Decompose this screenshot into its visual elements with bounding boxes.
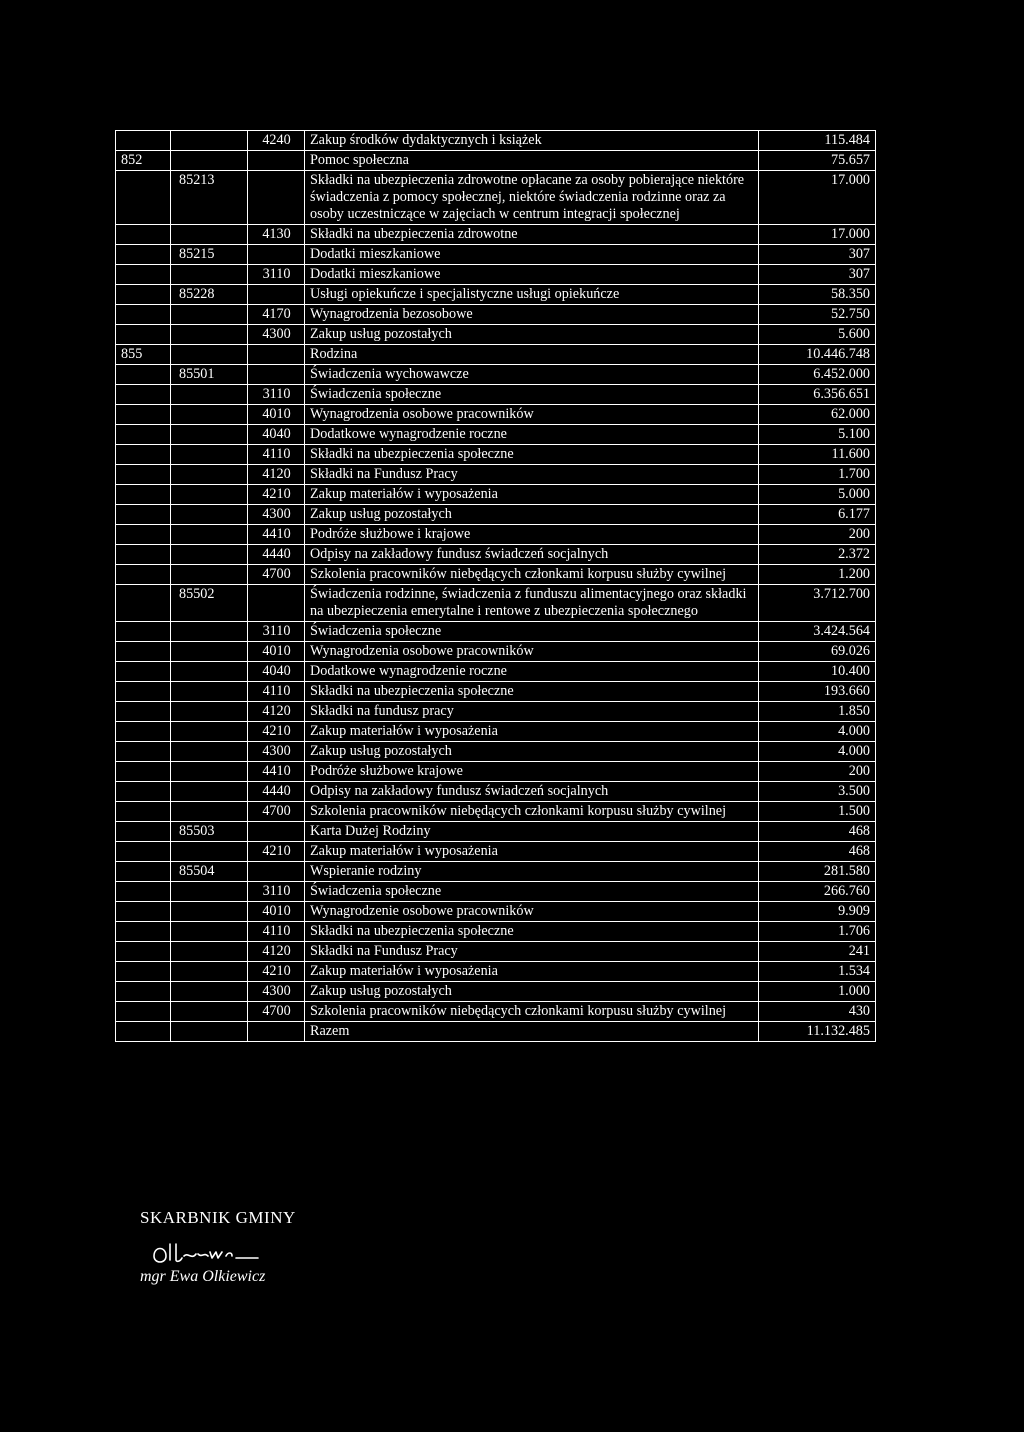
dzial-cell: [116, 385, 171, 405]
rozdzial-cell: [171, 622, 248, 642]
rozdzial-cell: [171, 942, 248, 962]
table-row: [116, 682, 876, 702]
table-row: [116, 505, 876, 525]
nazwa-cell: Zakup usług pozostałych: [305, 505, 759, 525]
table-row: [116, 365, 876, 385]
table-row: [116, 622, 876, 642]
table-row: [116, 485, 876, 505]
kwota-cell: 10.400: [759, 662, 876, 682]
paragraf-cell: 4110: [248, 445, 305, 465]
rozdzial-cell: 85213: [171, 171, 248, 225]
table-row: [116, 131, 876, 151]
paragraf-cell: 4700: [248, 802, 305, 822]
nazwa-cell: Wspieranie rodziny: [305, 862, 759, 882]
nazwa-cell: Dodatkowe wynagrodzenie roczne: [305, 425, 759, 445]
table-row: [116, 405, 876, 425]
table-row: [116, 962, 876, 982]
rozdzial-cell: [171, 682, 248, 702]
kwota-cell: 1.534: [759, 962, 876, 982]
dzial-cell: [116, 131, 171, 151]
rozdzial-cell: [171, 545, 248, 565]
kwota-cell: 1.500: [759, 802, 876, 822]
nazwa-cell: Dodatki mieszkaniowe: [305, 265, 759, 285]
kwota-cell: 241: [759, 942, 876, 962]
nazwa-cell: Zakup materiałów i wyposażenia: [305, 722, 759, 742]
kwota-cell: 6.452.000: [759, 365, 876, 385]
nazwa-cell: Szkolenia pracowników niebędących członkami korpusu służby cywilnej: [305, 1002, 759, 1022]
paragraf-cell: 3110: [248, 882, 305, 902]
rozdzial-cell: [171, 225, 248, 245]
table-row: [116, 585, 876, 622]
dzial-cell: [116, 245, 171, 265]
kwota-cell: 62.000: [759, 405, 876, 425]
kwota-cell: 468: [759, 842, 876, 862]
table-row: [116, 842, 876, 862]
rozdzial-cell: [171, 385, 248, 405]
nazwa-cell: Podróże służbowe krajowe: [305, 762, 759, 782]
paragraf-cell: [248, 245, 305, 265]
dzial-cell: [116, 902, 171, 922]
table-row: [116, 942, 876, 962]
rozdzial-cell: [171, 922, 248, 942]
rozdzial-cell: [171, 305, 248, 325]
dzial-cell: [116, 405, 171, 425]
nazwa-cell: Szkolenia pracowników niebędących członkami korpusu służby cywilnej: [305, 565, 759, 585]
paragraf-cell: [248, 365, 305, 385]
table-row: [116, 1022, 876, 1042]
dzial-cell: [116, 802, 171, 822]
paragraf-cell: 4410: [248, 525, 305, 545]
kwota-cell: 6.177: [759, 505, 876, 525]
rozdzial-cell: [171, 151, 248, 171]
table-row: [116, 742, 876, 762]
rozdzial-cell: [171, 662, 248, 682]
table-row: [116, 882, 876, 902]
rozdzial-cell: [171, 345, 248, 365]
treasurer-title: SKARBNIK GMINY: [140, 1208, 296, 1227]
nazwa-cell: Zakup usług pozostałych: [305, 742, 759, 762]
paragraf-cell: 4210: [248, 962, 305, 982]
kwota-cell: 1.850: [759, 702, 876, 722]
paragraf-cell: [248, 1022, 305, 1042]
table-row: [116, 545, 876, 565]
dzial-cell: [116, 762, 171, 782]
paragraf-cell: 4010: [248, 902, 305, 922]
paragraf-cell: 4440: [248, 545, 305, 565]
kwota-cell: 307: [759, 245, 876, 265]
paragraf-cell: 4010: [248, 642, 305, 662]
kwota-cell: 115.484: [759, 131, 876, 151]
nazwa-cell: Wynagrodzenia bezosobowe: [305, 305, 759, 325]
kwota-cell: 3.500: [759, 782, 876, 802]
kwota-cell: 4.000: [759, 742, 876, 762]
dzial-cell: [116, 565, 171, 585]
paragraf-cell: 4240: [248, 131, 305, 151]
paragraf-cell: [248, 345, 305, 365]
table-row: [116, 822, 876, 842]
dzial-cell: [116, 265, 171, 285]
paragraf-cell: 4300: [248, 982, 305, 1002]
dzial-cell: [116, 285, 171, 305]
dzial-cell: [116, 1002, 171, 1022]
nazwa-cell: Składki na ubezpieczenia zdrowotne: [305, 225, 759, 245]
nazwa-cell: Zakup materiałów i wyposażenia: [305, 842, 759, 862]
paragraf-cell: 4040: [248, 425, 305, 445]
table-row: [116, 862, 876, 882]
kwota-cell: 75.657: [759, 151, 876, 171]
rozdzial-cell: [171, 842, 248, 862]
nazwa-cell: Odpisy na zakładowy fundusz świadczeń socjalnych: [305, 782, 759, 802]
nazwa-cell: Usługi opiekuńcze i specjalistyczne usługi opiekuńcze: [305, 285, 759, 305]
paragraf-cell: 4700: [248, 565, 305, 585]
dzial-cell: [116, 742, 171, 762]
dzial-cell: [116, 505, 171, 525]
nazwa-cell: Świadczenia społeczne: [305, 622, 759, 642]
rozdzial-cell: [171, 742, 248, 762]
rozdzial-cell: [171, 325, 248, 345]
dzial-cell: [116, 365, 171, 385]
table-row: [116, 782, 876, 802]
dzial-cell: [116, 682, 171, 702]
rozdzial-cell: [171, 642, 248, 662]
nazwa-cell: Składki na ubezpieczenia społeczne: [305, 445, 759, 465]
table-row: [116, 762, 876, 782]
dzial-cell: [116, 942, 171, 962]
kwota-cell: 52.750: [759, 305, 876, 325]
kwota-cell: 4.000: [759, 722, 876, 742]
dzial-cell: [116, 842, 171, 862]
nazwa-cell: Zakup usług pozostałych: [305, 325, 759, 345]
dzial-cell: [116, 722, 171, 742]
paragraf-cell: [248, 862, 305, 882]
rozdzial-cell: [171, 782, 248, 802]
kwota-cell: 1.200: [759, 565, 876, 585]
paragraf-cell: 4210: [248, 842, 305, 862]
nazwa-cell: Dodatkowe wynagrodzenie roczne: [305, 662, 759, 682]
table-row: [116, 642, 876, 662]
dzial-cell: [116, 922, 171, 942]
paragraf-cell: 4110: [248, 682, 305, 702]
paragraf-cell: 4410: [248, 762, 305, 782]
nazwa-cell: Składki na ubezpieczenia zdrowotne opłacane za osoby pobierające niektóre świadczenia z pomocy społecznej, niektóre świadczenia rodzinne oraz za osoby uczestniczące w zajęciach w centrum integracji społecznej: [305, 171, 759, 225]
kwota-cell: 193.660: [759, 682, 876, 702]
nazwa-cell: Zakup usług pozostałych: [305, 982, 759, 1002]
nazwa-cell: Rodzina: [305, 345, 759, 365]
rozdzial-cell: [171, 1002, 248, 1022]
nazwa-cell: Składki na ubezpieczenia społeczne: [305, 922, 759, 942]
table-row: [116, 345, 876, 365]
rozdzial-cell: [171, 485, 248, 505]
kwota-cell: 3.712.700: [759, 585, 876, 622]
kwota-cell: 468: [759, 822, 876, 842]
dzial-cell: [116, 425, 171, 445]
rozdzial-cell: [171, 265, 248, 285]
kwota-cell: 200: [759, 525, 876, 545]
paragraf-cell: 4700: [248, 1002, 305, 1022]
handwritten-signature: [150, 1238, 270, 1268]
table-row: [116, 802, 876, 822]
table-row: [116, 702, 876, 722]
rozdzial-cell: [171, 1022, 248, 1042]
table-row: [116, 305, 876, 325]
rozdzial-cell: [171, 722, 248, 742]
dzial-cell: [116, 325, 171, 345]
paragraf-cell: 4130: [248, 225, 305, 245]
budget-table: [115, 130, 876, 1042]
rozdzial-cell: [171, 505, 248, 525]
kwota-cell: 2.372: [759, 545, 876, 565]
rozdzial-cell: [171, 425, 248, 445]
dzial-cell: [116, 525, 171, 545]
paragraf-cell: [248, 151, 305, 171]
paragraf-cell: [248, 585, 305, 622]
treasurer-name: mgr Ewa Olkiewicz: [140, 1268, 266, 1285]
paragraf-cell: 4170: [248, 305, 305, 325]
table-row: [116, 922, 876, 942]
paragraf-cell: 4040: [248, 662, 305, 682]
nazwa-cell: Świadczenia społeczne: [305, 385, 759, 405]
dzial-cell: [116, 822, 171, 842]
rozdzial-cell: [171, 702, 248, 722]
rozdzial-cell: 85501: [171, 365, 248, 385]
kwota-cell: 5.600: [759, 325, 876, 345]
rozdzial-cell: [171, 962, 248, 982]
dzial-cell: [116, 171, 171, 225]
table-row: [116, 1002, 876, 1022]
nazwa-cell: Składki na Fundusz Pracy: [305, 465, 759, 485]
table-row: [116, 385, 876, 405]
rozdzial-cell: [171, 902, 248, 922]
table-row: [116, 285, 876, 305]
nazwa-cell: Świadczenia społeczne: [305, 882, 759, 902]
kwota-cell: 1.000: [759, 982, 876, 1002]
paragraf-cell: 4300: [248, 325, 305, 345]
kwota-cell: 266.760: [759, 882, 876, 902]
kwota-cell: 200: [759, 762, 876, 782]
nazwa-cell: Podróże służbowe i krajowe: [305, 525, 759, 545]
table-row: [116, 171, 876, 225]
rozdzial-cell: 85215: [171, 245, 248, 265]
nazwa-cell: Pomoc społeczna: [305, 151, 759, 171]
rozdzial-cell: [171, 131, 248, 151]
paragraf-cell: 4300: [248, 742, 305, 762]
table-row: [116, 722, 876, 742]
rozdzial-cell: 85504: [171, 862, 248, 882]
dzial-cell: [116, 662, 171, 682]
table-row: [116, 902, 876, 922]
nazwa-cell: Wynagrodzenia osobowe pracowników: [305, 405, 759, 425]
kwota-cell: 1.706: [759, 922, 876, 942]
paragraf-cell: 4010: [248, 405, 305, 425]
nazwa-cell: Wynagrodzenia osobowe pracowników: [305, 642, 759, 662]
rozdzial-cell: [171, 882, 248, 902]
table-row: [116, 425, 876, 445]
dzial-cell: [116, 1022, 171, 1042]
dzial-cell: [116, 982, 171, 1002]
table-row: [116, 445, 876, 465]
paragraf-cell: [248, 171, 305, 225]
paragraf-cell: 4120: [248, 465, 305, 485]
dzial-cell: [116, 545, 171, 565]
rozdzial-cell: [171, 762, 248, 782]
dzial-cell: [116, 702, 171, 722]
dzial-cell: [116, 622, 171, 642]
nazwa-cell: Dodatki mieszkaniowe: [305, 245, 759, 265]
kwota-cell: 307: [759, 265, 876, 285]
dzial-cell: [116, 225, 171, 245]
rozdzial-cell: 85503: [171, 822, 248, 842]
nazwa-cell: Zakup materiałów i wyposażenia: [305, 962, 759, 982]
kwota-cell: 1.700: [759, 465, 876, 485]
paragraf-cell: 4110: [248, 922, 305, 942]
nazwa-cell: Odpisy na zakładowy fundusz świadczeń socjalnych: [305, 545, 759, 565]
rozdzial-cell: 85502: [171, 585, 248, 622]
nazwa-cell: Karta Dużej Rodziny: [305, 822, 759, 842]
kwota-cell: 58.350: [759, 285, 876, 305]
table-row: [116, 982, 876, 1002]
paragraf-cell: 3110: [248, 385, 305, 405]
kwota-cell: 5.000: [759, 485, 876, 505]
table-body: [116, 131, 876, 1042]
rozdzial-cell: [171, 405, 248, 425]
table-row: [116, 325, 876, 345]
kwota-cell: 10.446.748: [759, 345, 876, 365]
rozdzial-cell: [171, 525, 248, 545]
nazwa-cell: Szkolenia pracowników niebędących członkami korpusu służby cywilnej: [305, 802, 759, 822]
rozdzial-cell: [171, 802, 248, 822]
kwota-cell: 11.600: [759, 445, 876, 465]
kwota-cell: 9.909: [759, 902, 876, 922]
kwota-cell: 430: [759, 1002, 876, 1022]
dzial-cell: [116, 862, 171, 882]
paragraf-cell: [248, 285, 305, 305]
table-row: [116, 245, 876, 265]
table-row: [116, 225, 876, 245]
kwota-cell: 11.132.485: [759, 1022, 876, 1042]
dzial-cell: [116, 445, 171, 465]
dzial-cell: [116, 485, 171, 505]
rozdzial-cell: [171, 565, 248, 585]
dzial-cell: 852: [116, 151, 171, 171]
dzial-cell: 855: [116, 345, 171, 365]
rozdzial-cell: [171, 982, 248, 1002]
dzial-cell: [116, 465, 171, 485]
table-row: [116, 565, 876, 585]
kwota-cell: 17.000: [759, 225, 876, 245]
dzial-cell: [116, 782, 171, 802]
nazwa-cell: Świadczenia wychowawcze: [305, 365, 759, 385]
kwota-cell: 17.000: [759, 171, 876, 225]
paragraf-cell: 4210: [248, 722, 305, 742]
paragraf-cell: 4120: [248, 942, 305, 962]
kwota-cell: 5.100: [759, 425, 876, 445]
dzial-cell: [116, 585, 171, 622]
paragraf-cell: 4440: [248, 782, 305, 802]
nazwa-cell: Wynagrodzenie osobowe pracowników: [305, 902, 759, 922]
dzial-cell: [116, 642, 171, 662]
rozdzial-cell: 85228: [171, 285, 248, 305]
dzial-cell: [116, 305, 171, 325]
kwota-cell: 6.356.651: [759, 385, 876, 405]
kwota-cell: 3.424.564: [759, 622, 876, 642]
nazwa-cell: Składki na Fundusz Pracy: [305, 942, 759, 962]
paragraf-cell: 3110: [248, 622, 305, 642]
nazwa-cell: Zakup środków dydaktycznych i książek: [305, 131, 759, 151]
nazwa-cell: Składki na fundusz pracy: [305, 702, 759, 722]
nazwa-cell: Składki na ubezpieczenia społeczne: [305, 682, 759, 702]
dzial-cell: [116, 882, 171, 902]
paragraf-cell: [248, 822, 305, 842]
table-row: [116, 465, 876, 485]
table-row: [116, 265, 876, 285]
kwota-cell: 281.580: [759, 862, 876, 882]
table-row: [116, 151, 876, 171]
paragraf-cell: 4120: [248, 702, 305, 722]
nazwa-cell: Razem: [305, 1022, 759, 1042]
paragraf-cell: 4300: [248, 505, 305, 525]
table-row: [116, 662, 876, 682]
rozdzial-cell: [171, 465, 248, 485]
nazwa-cell: Zakup materiałów i wyposażenia: [305, 485, 759, 505]
paragraf-cell: 3110: [248, 265, 305, 285]
dzial-cell: [116, 962, 171, 982]
kwota-cell: 69.026: [759, 642, 876, 662]
paragraf-cell: 4210: [248, 485, 305, 505]
nazwa-cell: Świadczenia rodzinne, świadczenia z funduszu alimentacyjnego oraz składki na ubezpieczenia emerytalne i rentowe z ubezpieczenia społecznego: [305, 585, 759, 622]
table-row: [116, 525, 876, 545]
rozdzial-cell: [171, 445, 248, 465]
